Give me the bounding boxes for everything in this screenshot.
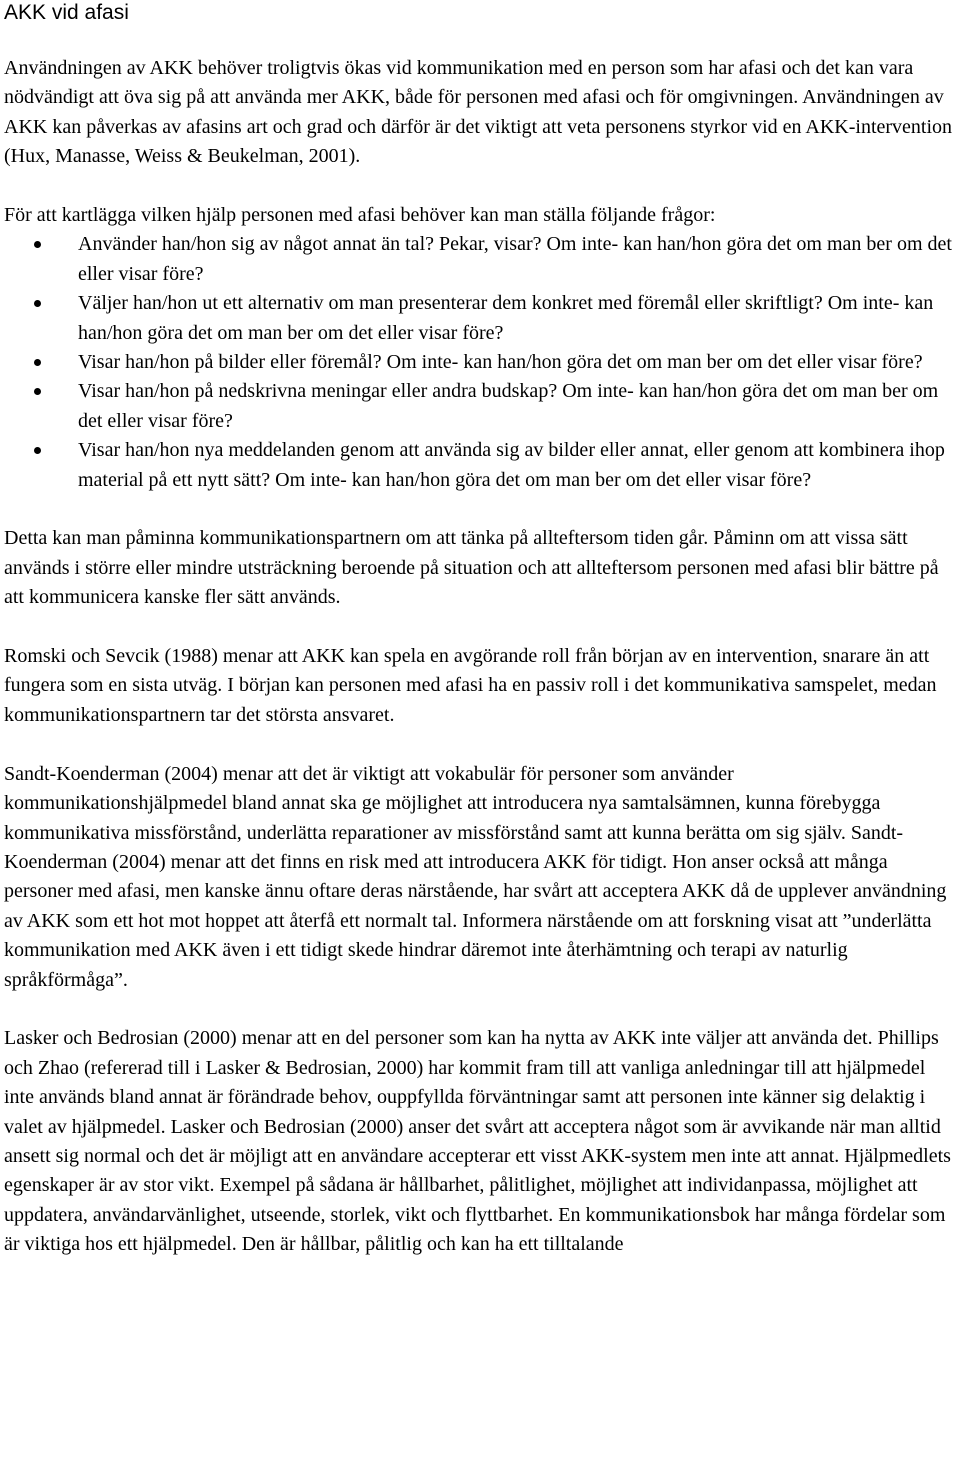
bullet-icon — [34, 241, 41, 248]
bullet-icon — [34, 359, 41, 366]
list-item — [4, 436, 956, 495]
bullet-icon — [34, 388, 41, 395]
list-item — [4, 348, 956, 377]
body-paragraph: Romski och Sevcik (1988) menar att AKK kan spela en avgörande roll från början av en intervention, snarare än att fungera som en sista utväg. I början kan personen med afasi ha en passiv roll i det kommunikativa samspelet, medan kommunikationspartnern tar det största ansvaret. — [4, 645, 937, 726]
bullet-icon — [34, 300, 41, 307]
list-item-text: Väljer han/hon ut ett alternativ om man presenterar dem konkret med föremål eller skriftligt? Om inte- kan han/hon göra det om man ber om det eller visar före? — [78, 292, 934, 344]
list-item-text: Visar han/hon på nedskrivna meningar eller andra budskap? Om inte- kan han/hon göra det om man ber om det eller visar före? — [78, 380, 939, 432]
list-item — [4, 230, 956, 289]
list-item-text: Visar han/hon nya meddelanden genom att använda sig av bilder eller annat, eller genom att kombinera ihop material på ett nytt sätt? Om inte- kan han/hon göra det om man ber om det eller visar före? — [78, 439, 945, 491]
list-item-text: Visar han/hon på bilder eller föremål? Om inte- kan han/hon göra det om man ber om det eller visar före? — [78, 351, 923, 374]
document-title: AKK vid afasi — [4, 1, 129, 24]
intro-paragraph: Användningen av AKK behöver troligtvis ökas vid kommunikation med en person som har afasi och det kan vara nödvändigt att öva sig på att använda mer AKK, både för personen med afasi och för omgivningen. Användningen av AKK kan påverkas av afasins art och grad och därför är det viktigt att veta personens styrkor vid en AKK-intervention (Hux, Manasse, Weiss & Beukelman, 2001). — [4, 57, 953, 168]
body-paragraph: Sandt-Koenderman (2004) menar att det är viktigt att vokabulär för personer som använder kommunikationshjälpmedel bland annat ska ge möjlighet att introducera nya samtalsämnen, kunna förebygga kommunikativa missförstånd, underlätta reparationer av missförstånd samt att kunna berätta om sig själv. Sandt-Koenderman (2004) menar att det finns en risk med att introducera AKK för tidigt. Hon anser också att många personer med afasi, men kanske ännu oftare deras närstående, har svårt att acceptera AKK då de upplever användning av AKK som ett hot mot hoppet att återfå ett normalt tal. Informera närstående om att forskning visat att ”underlätta kommunikation med AKK även i ett tidigt skede hindrar däremot inte återhämtning och terapi av naturlig språkförmåga”. — [4, 762, 947, 991]
list-item-text: Använder han/hon sig av något annat än tal? Pekar, visar? Om inte- kan han/hon göra det om man ber om det eller visar före? — [78, 233, 952, 285]
list-item — [4, 289, 956, 348]
body-paragraph: Detta kan man påminna kommunikationspartnern om att tänka på allteftersom tiden går. Påminn om att vissa sätt används i större eller mindre utsträckning beroende på situation och att allteftersom personen med afasi blir bättre på att kommunicera kanske fler sätt används. — [4, 527, 939, 609]
body-paragraph: Lasker och Bedrosian (2000) menar att en del personer som kan ha nytta av AKK inte väljer att använda det. Phillips och Zhao (refererad till i Lasker & Bedrosian, 2000) har kommit fram till att vanliga anledningar till att hjälpmedel inte används bland annat är förändrade behov, ouppfyllda förväntningar samt att personen inte känner sig delaktig i valet av hjälpmedel. Lasker och Bedrosian (2000) anser det svårt att acceptera något som är avvikande när man alltid ansett sig normal och det är möjligt att en användare accepterar ett visst AKK-system men inte att annat. Hjälpmedlets egenskaper är av stor vikt. Exempel på sådana är hållbarhet, pålitlighet, möjlighet att individanpassa, möjlighet att uppdatera, användarvänlighet, utseende, storlek, vikt och flyttbarhet. En kommunikationsbok har många fördelar som är viktiga hos ett hjälpmedel. Den är hållbar, pålitlig och kan ha ett tilltalande — [4, 1027, 951, 1256]
document-page — [4, 0, 956, 1289]
list-item — [4, 377, 956, 436]
questions-intro: För att kartlägga vilken hjälp personen med afasi behöver kan man ställa följande frågor: — [4, 204, 716, 227]
bullet-icon — [34, 447, 41, 454]
questions-list — [4, 230, 956, 495]
